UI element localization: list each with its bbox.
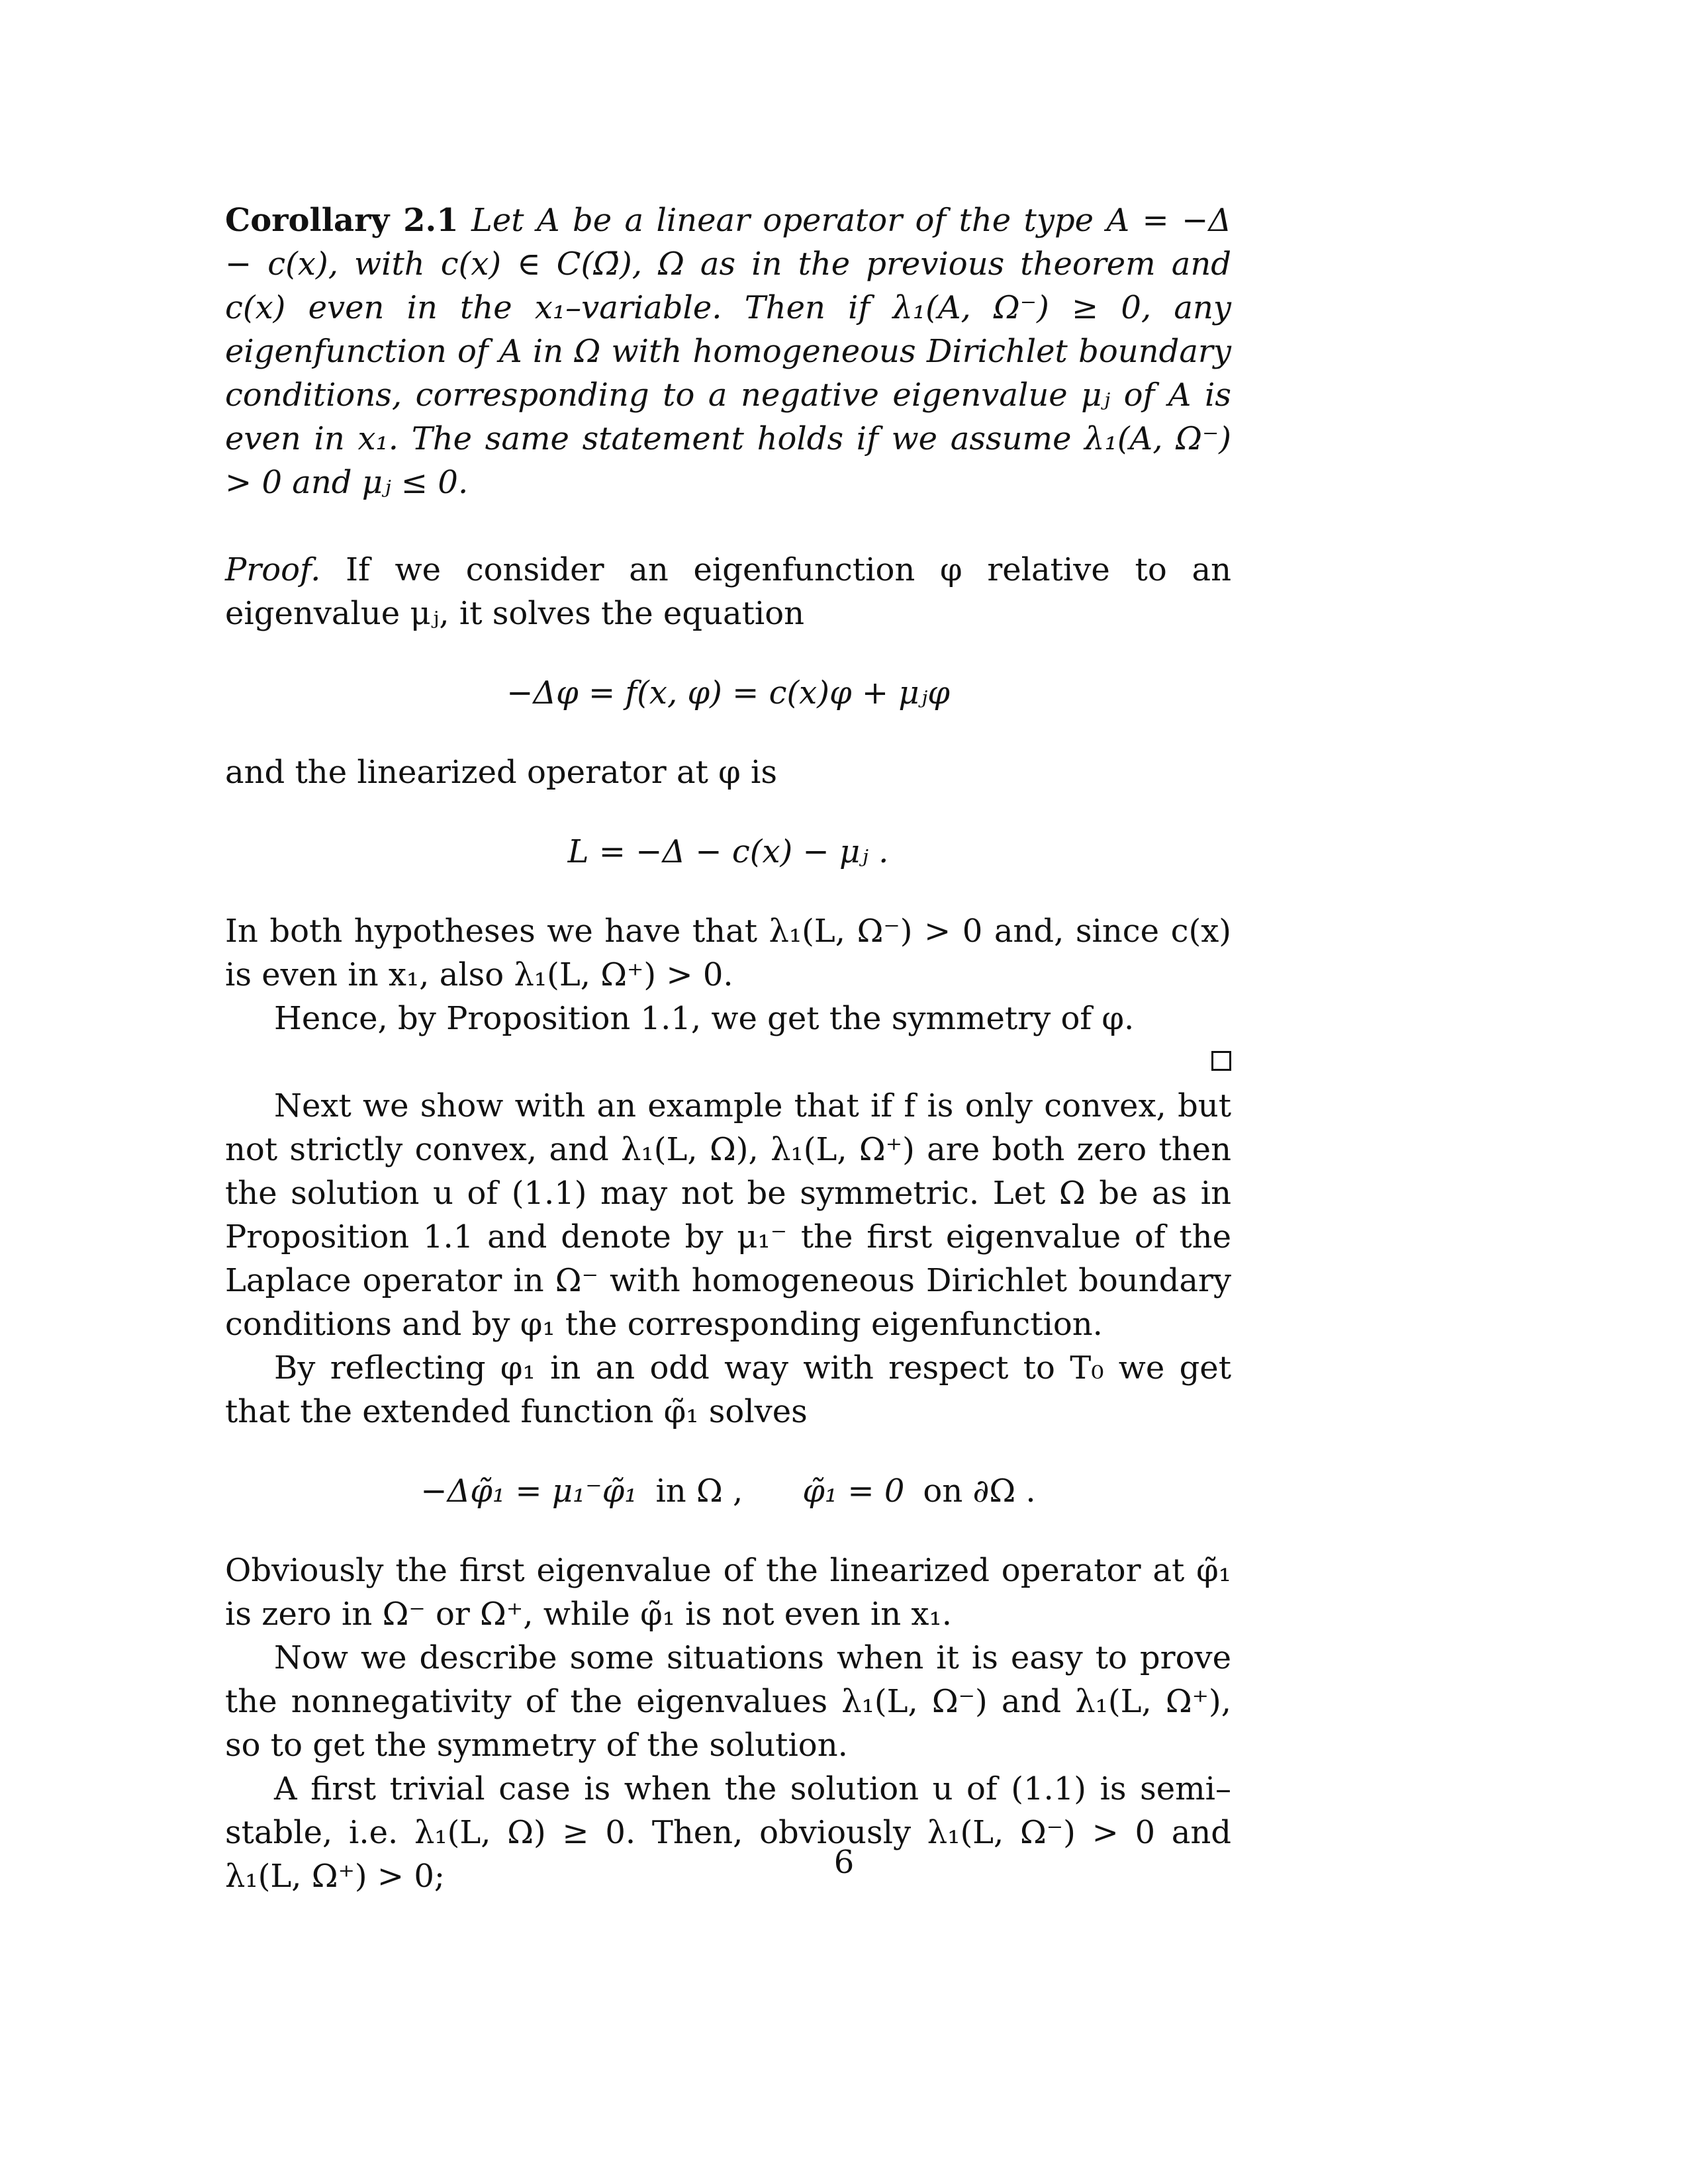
equation-linearized-operator: L = −Δ − c(x) − μⱼ .	[567, 833, 889, 870]
equation-reflected-right-domain: on ∂Ω .	[923, 1473, 1036, 1510]
equation-reflected-left: −Δφ̃₁ = μ₁⁻φ̃₁	[420, 1473, 637, 1510]
equation-reflected-right: φ̃₁ = 0	[802, 1473, 905, 1510]
proof-label: Proof.	[225, 551, 321, 588]
hypotheses-paragraph: In both hypotheses we have that λ₁(L, Ω⁻) > 0 and, since c(x) is even in x₁, also λ₁(L, Ω⁺) > 0.	[225, 913, 1231, 993]
corollary-block	[225, 199, 1231, 504]
example-paragraph-1: Next we show with an example that if f is only convex, but not strictly convex, and λ₁(L, Ω), λ₁(L, Ω⁺) are both zero then the solution u of (1.1) may not be symmetric. Let Ω be as in Proposition 1.1 and denote by μ₁⁻ the first eigenvalue of the Laplace operator in Ω⁻ with homogeneous Dirichlet boundary conditions and by φ₁ the corresponding eigenfunction.	[225, 1087, 1231, 1343]
proof-conclusion: Hence, by Proposition 1.1, we get the symmetry of φ.	[274, 1000, 1135, 1037]
equation-eigen: −Δφ = f(x, φ) = c(x)φ + μⱼφ	[506, 674, 950, 711]
example-paragraph-5: A first trivial case is when the solution u of (1.1) is semi–stable, i.e. λ₁(L, Ω) ≥ 0. Then, obviously λ₁(L, Ω⁻) > 0 and λ₁(L, Ω⁺) > 0;	[225, 1770, 1231, 1895]
page-body	[225, 199, 1231, 1898]
proof-intro	[225, 548, 1231, 635]
proof-intro-text: If we consider an eigenfunction φ relative to an eigenvalue μⱼ, it solves the equation	[225, 551, 1231, 632]
qed-square-icon	[1211, 1051, 1231, 1071]
equation-reflected-left-domain: in Ω ,	[655, 1473, 743, 1510]
corollary-label: Corollary 2.1	[225, 202, 459, 239]
example-paragraph-2: By reflecting φ₁ in an odd way with respect to T₀ we get that the extended function φ̃₁ solves	[225, 1349, 1231, 1430]
linearized-text: and the linearized operator at φ is	[225, 754, 777, 791]
corollary-statement: Let A be a linear operator of the type A = −Δ − c(x), with c(x) ∈ C(Ω̄), Ω as in the previous theorem and c(x) even in the x₁–variable. Then if λ₁(A, Ω⁻) ≥ 0, any eigenfunction of A in Ω with homogeneous Dirichlet boundary conditions, corresponding to a negative eigenvalue μⱼ of A is even in x₁. The same statement holds if we assume λ₁(A, Ω⁻) > 0 and μⱼ ≤ 0.	[225, 202, 1231, 501]
example-paragraph-3: Obviously the first eigenvalue of the linearized operator at φ̃₁ is zero in Ω⁻ or Ω⁺, while φ̃₁ is not even in x₁.	[225, 1552, 1231, 1633]
qed-line	[225, 1040, 1231, 1084]
equation-reflected	[225, 1469, 1231, 1513]
page-number: 6	[833, 1844, 855, 1881]
example-paragraph-4: Now we describe some situations when it is easy to prove the nonnegativity of the eigenvalues λ₁(L, Ω⁻) and λ₁(L, Ω⁺), so to get the symmetry of the solution.	[225, 1639, 1231, 1764]
